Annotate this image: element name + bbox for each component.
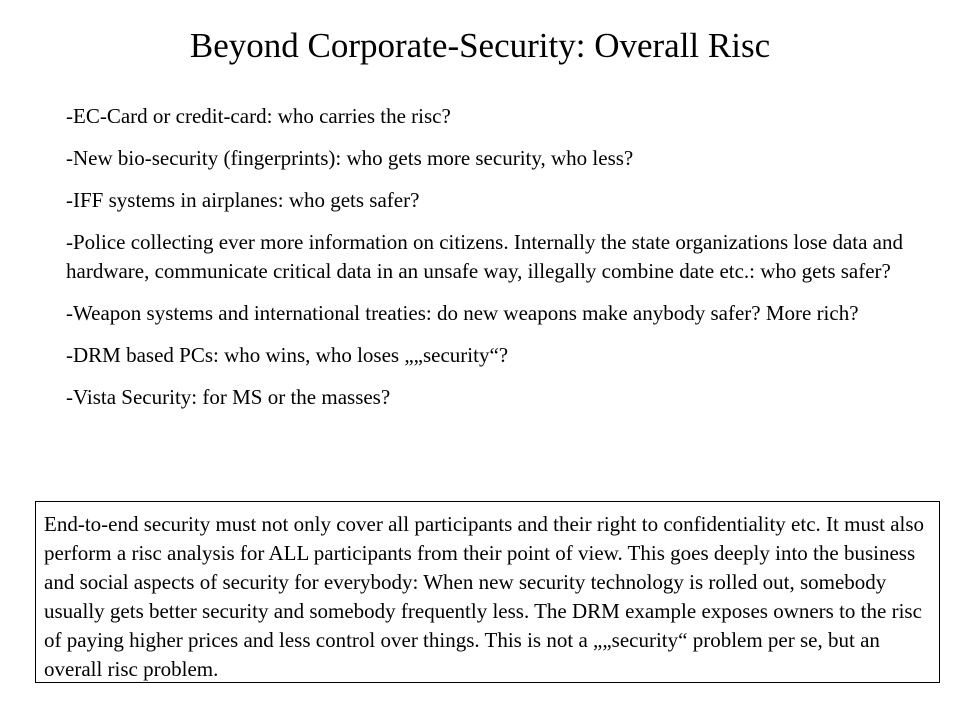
bullet-ec-card: -EC-Card or credit-card: who carries the risc?: [66, 104, 451, 128]
bullet-drm-pcs: -DRM based PCs: who wins, who loses „„security“?: [66, 343, 509, 367]
summary-box: End-to-end security must not only cover all participants and their right to confidentiality etc. It must also perform a risc analysis for ALL participants from their point of view. This goes deeply into the business and social aspects of security for everybody: When new security technology is rolled out, somebody usually gets better security and somebody frequently less. The DRM example exposes owners to the risc of paying higher prices and less control over things. This is not a „„security“ problem per se, but an overall risc problem.: [35, 501, 940, 683]
bullet-iff-systems: -IFF systems in airplanes: who gets safer?: [66, 188, 420, 212]
bullet-weapon-systems: -Weapon systems and international treaties: do new weapons make anybody safer? More rich?: [66, 301, 859, 325]
bullet-police: -Police collecting ever more information on citizens. Internally the state organizations lose data and hardware, communicate critical data in an unsafe way, illegally combine date etc.: who gets safer?: [66, 230, 903, 283]
slide-title: Beyond Corporate-Security: Overall Risc: [189, 26, 771, 65]
bullet-bio-security: -New bio-security (fingerprints): who gets more security, who less?: [66, 146, 634, 170]
bullet-list: [66, 102, 926, 425]
bullet-vista-security: -Vista Security: for MS or the masses?: [66, 385, 391, 409]
